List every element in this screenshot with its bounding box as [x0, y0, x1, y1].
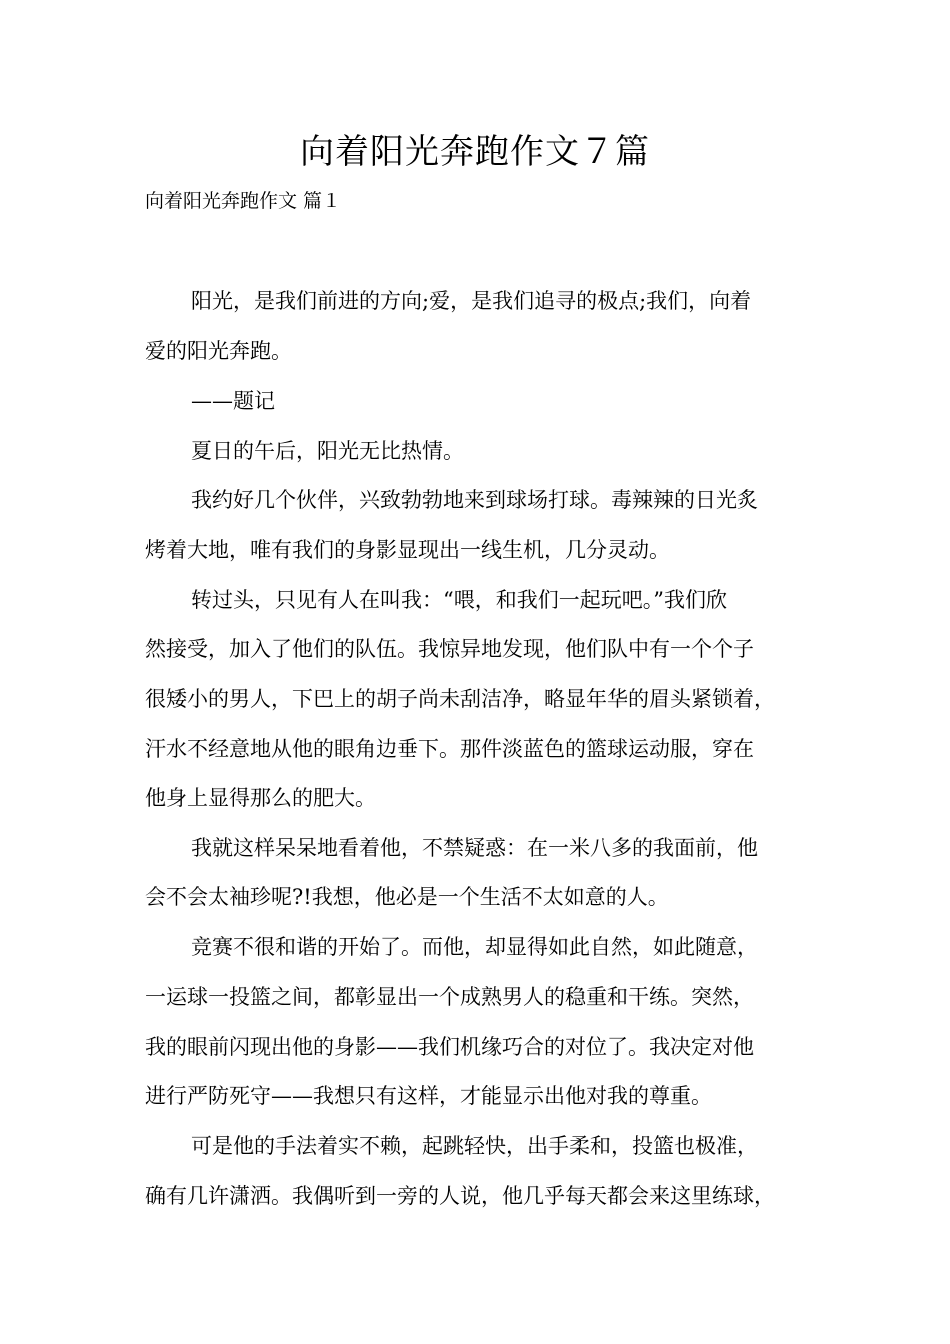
paragraph-line: 汗水不经意地从他的眼角边垂下。那件淡蓝色的篮球运动服，穿在 — [145, 737, 754, 761]
paragraph-line: 他身上显得那么的肥大。 — [145, 786, 376, 810]
document-title: 向着阳光奔跑作文７篇 — [300, 132, 650, 172]
paragraph-line: 阳光，是我们前进的方向;爱，是我们追寻的极点;我们，向着 — [191, 289, 752, 313]
paragraph-line: 夏日的午后，阳光无比热情。 — [191, 439, 464, 463]
section-heading: 向着阳光奔跑作文 篇１ — [145, 190, 342, 212]
paragraph-line: 很矮小的男人，下巴上的胡子尚未刮洁净，略显年华的眉头紧锁着， — [145, 687, 775, 711]
paragraph-line: 爱的阳光奔跑。 — [145, 339, 292, 363]
paragraph-line: 我的眼前闪现出他的身影——我们机缘巧合的对位了。我决定对他 — [145, 1035, 754, 1059]
paragraph-line: 会不会太袖珍呢?!我想，他必是一个生活不太如意的人。 — [145, 885, 669, 909]
paragraph-line: 竞赛不很和谐的开始了。而他，却显得如此自然，如此随意， — [191, 935, 758, 959]
paragraph-line: 我就这样呆呆地看着他，不禁疑惑：在一米八多的我面前，他 — [191, 836, 758, 860]
paragraph-line: 转过头，只见有人在叫我：“喂，和我们一起玩吧。”我们欣 — [191, 588, 727, 612]
paragraph-line: 烤着大地，唯有我们的身影显现出一线生机，几分灵动。 — [145, 538, 670, 562]
paragraph-line: 一运球一投篮之间，都彰显出一个成熟男人的稳重和干练。突然， — [145, 985, 754, 1009]
paragraph-line: 确有几许潇洒。我偶听到一旁的人说，他几乎每天都会来这里练球， — [145, 1184, 775, 1208]
paragraph-line: 可是他的手法着实不赖，起跳轻快，出手柔和，投篮也极准， — [191, 1134, 758, 1158]
paragraph-line: 然接受，加入了他们的队伍。我惊异地发现，他们队中有一个个子 — [145, 637, 754, 661]
paragraph-line: 进行严防死守——我想只有这样，才能显示出他对我的尊重。 — [145, 1084, 712, 1108]
paragraph-line: 我约好几个伙伴，兴致勃勃地来到球场打球。毒辣辣的日光炙 — [191, 488, 758, 512]
paragraph-line: ——题记 — [191, 389, 275, 413]
